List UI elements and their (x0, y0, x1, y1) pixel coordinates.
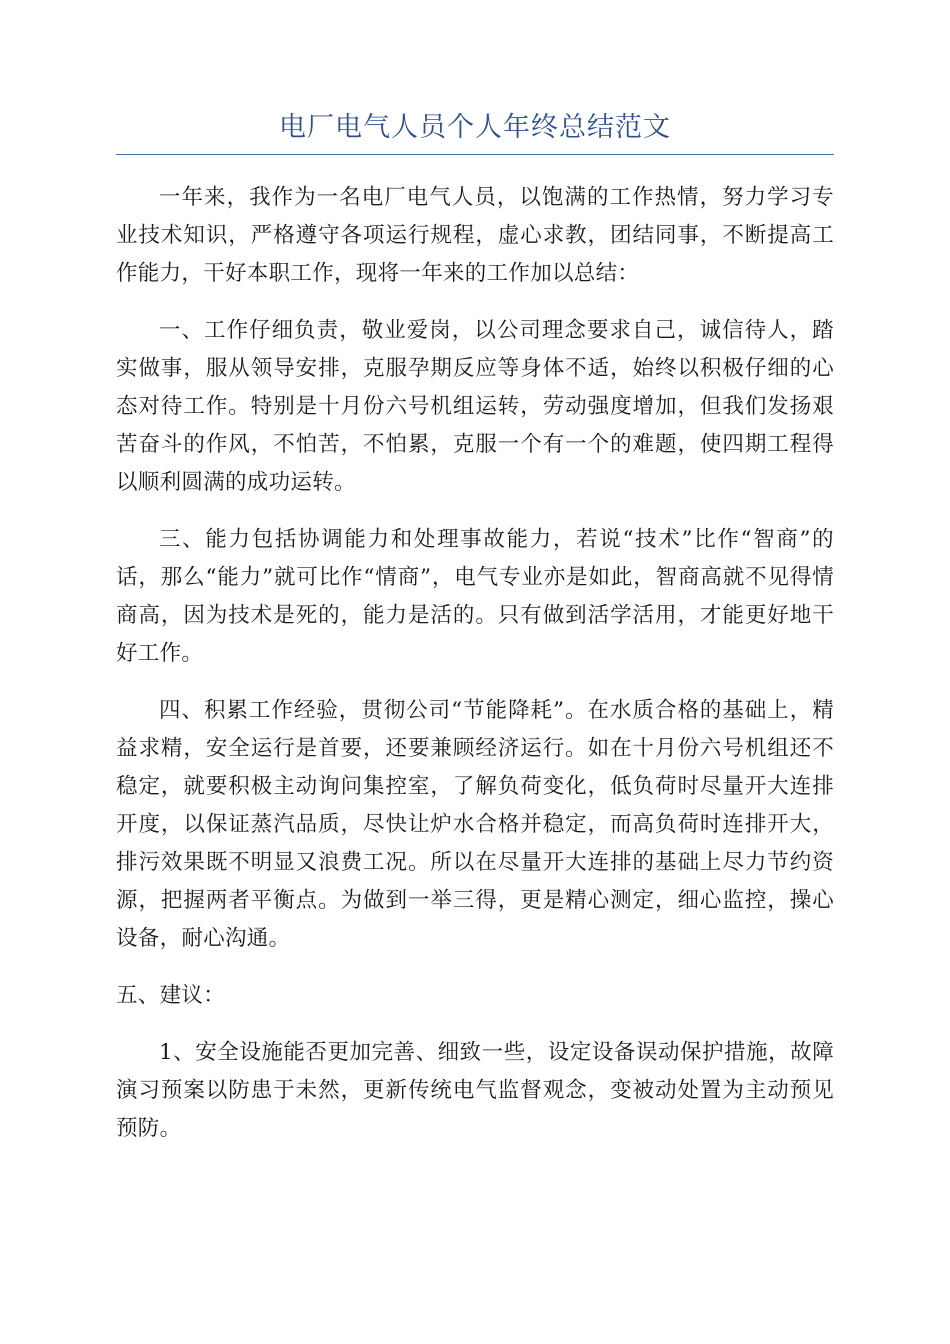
paragraph-section-three: 三、能力包括协调能力和处理事故能力，若说“技术”比作“智商”的话，那么“能力”就可比作“情商”，电气专业亦是如此，智商高就不见得情商高，因为技术是死的，能力是活的。只有做到活学活用，才能更好地干好工作。 (116, 527, 834, 666)
paragraph-suggestion-one: 1、安全设施能否更加完善、细致一些，设定设备误动保护措施，故障演习预案以防患于未然，更新传统电气监督观念，变被动处置为主动预见预防。 (116, 1040, 834, 1141)
paragraph-section-five-heading: 五、建议： (116, 983, 226, 1008)
paragraph-section-one: 一、工作仔细负责，敬业爱岗，以公司理念要求自己，诚信待人，踏实做事，服从领导安排，克服孕期反应等身体不适，始终以积极仔细的心态对待工作。特别是十月份六号机组运转，劳动强度增加，但我们发扬艰苦奋斗的作风，不怕苦，不怕累，克服一个有一个的难题，使四期工程得以顺利圆满的成功运转。 (116, 318, 834, 495)
document-page (116, 108, 834, 1167)
paragraph-section-four: 四、积累工作经验，贯彻公司“节能降耗”。在水质合格的基础上，精益求精，安全运行是首要，还要兼顾经济运行。如在十月份六号机组还不稳定，就要积极主动询问集控室，了解负荷变化，低负荷时尽量开大连排开度，以保证蒸汽品质，尽快让炉水合格并稳定，而高负荷时连排开大，排污效果既不明显又浪费工况。所以在尽量开大连排的基础上尽力节约资源，把握两者平衡点。为做到一举三得，更是精心测定，细心监控，操心设备，耐心沟通。 (116, 698, 834, 951)
title-underline (116, 154, 834, 155)
document-title: 电厂电气人员个人年终总结范文 (279, 112, 671, 143)
paragraph-intro: 一年来，我作为一名电厂电气人员，以饱满的工作热情，努力学习专业技术知识，严格遵守各项运行规程，虚心求教，团结同事，不断提高工作能力，干好本职工作，现将一年来的工作加以总结： (116, 185, 834, 286)
